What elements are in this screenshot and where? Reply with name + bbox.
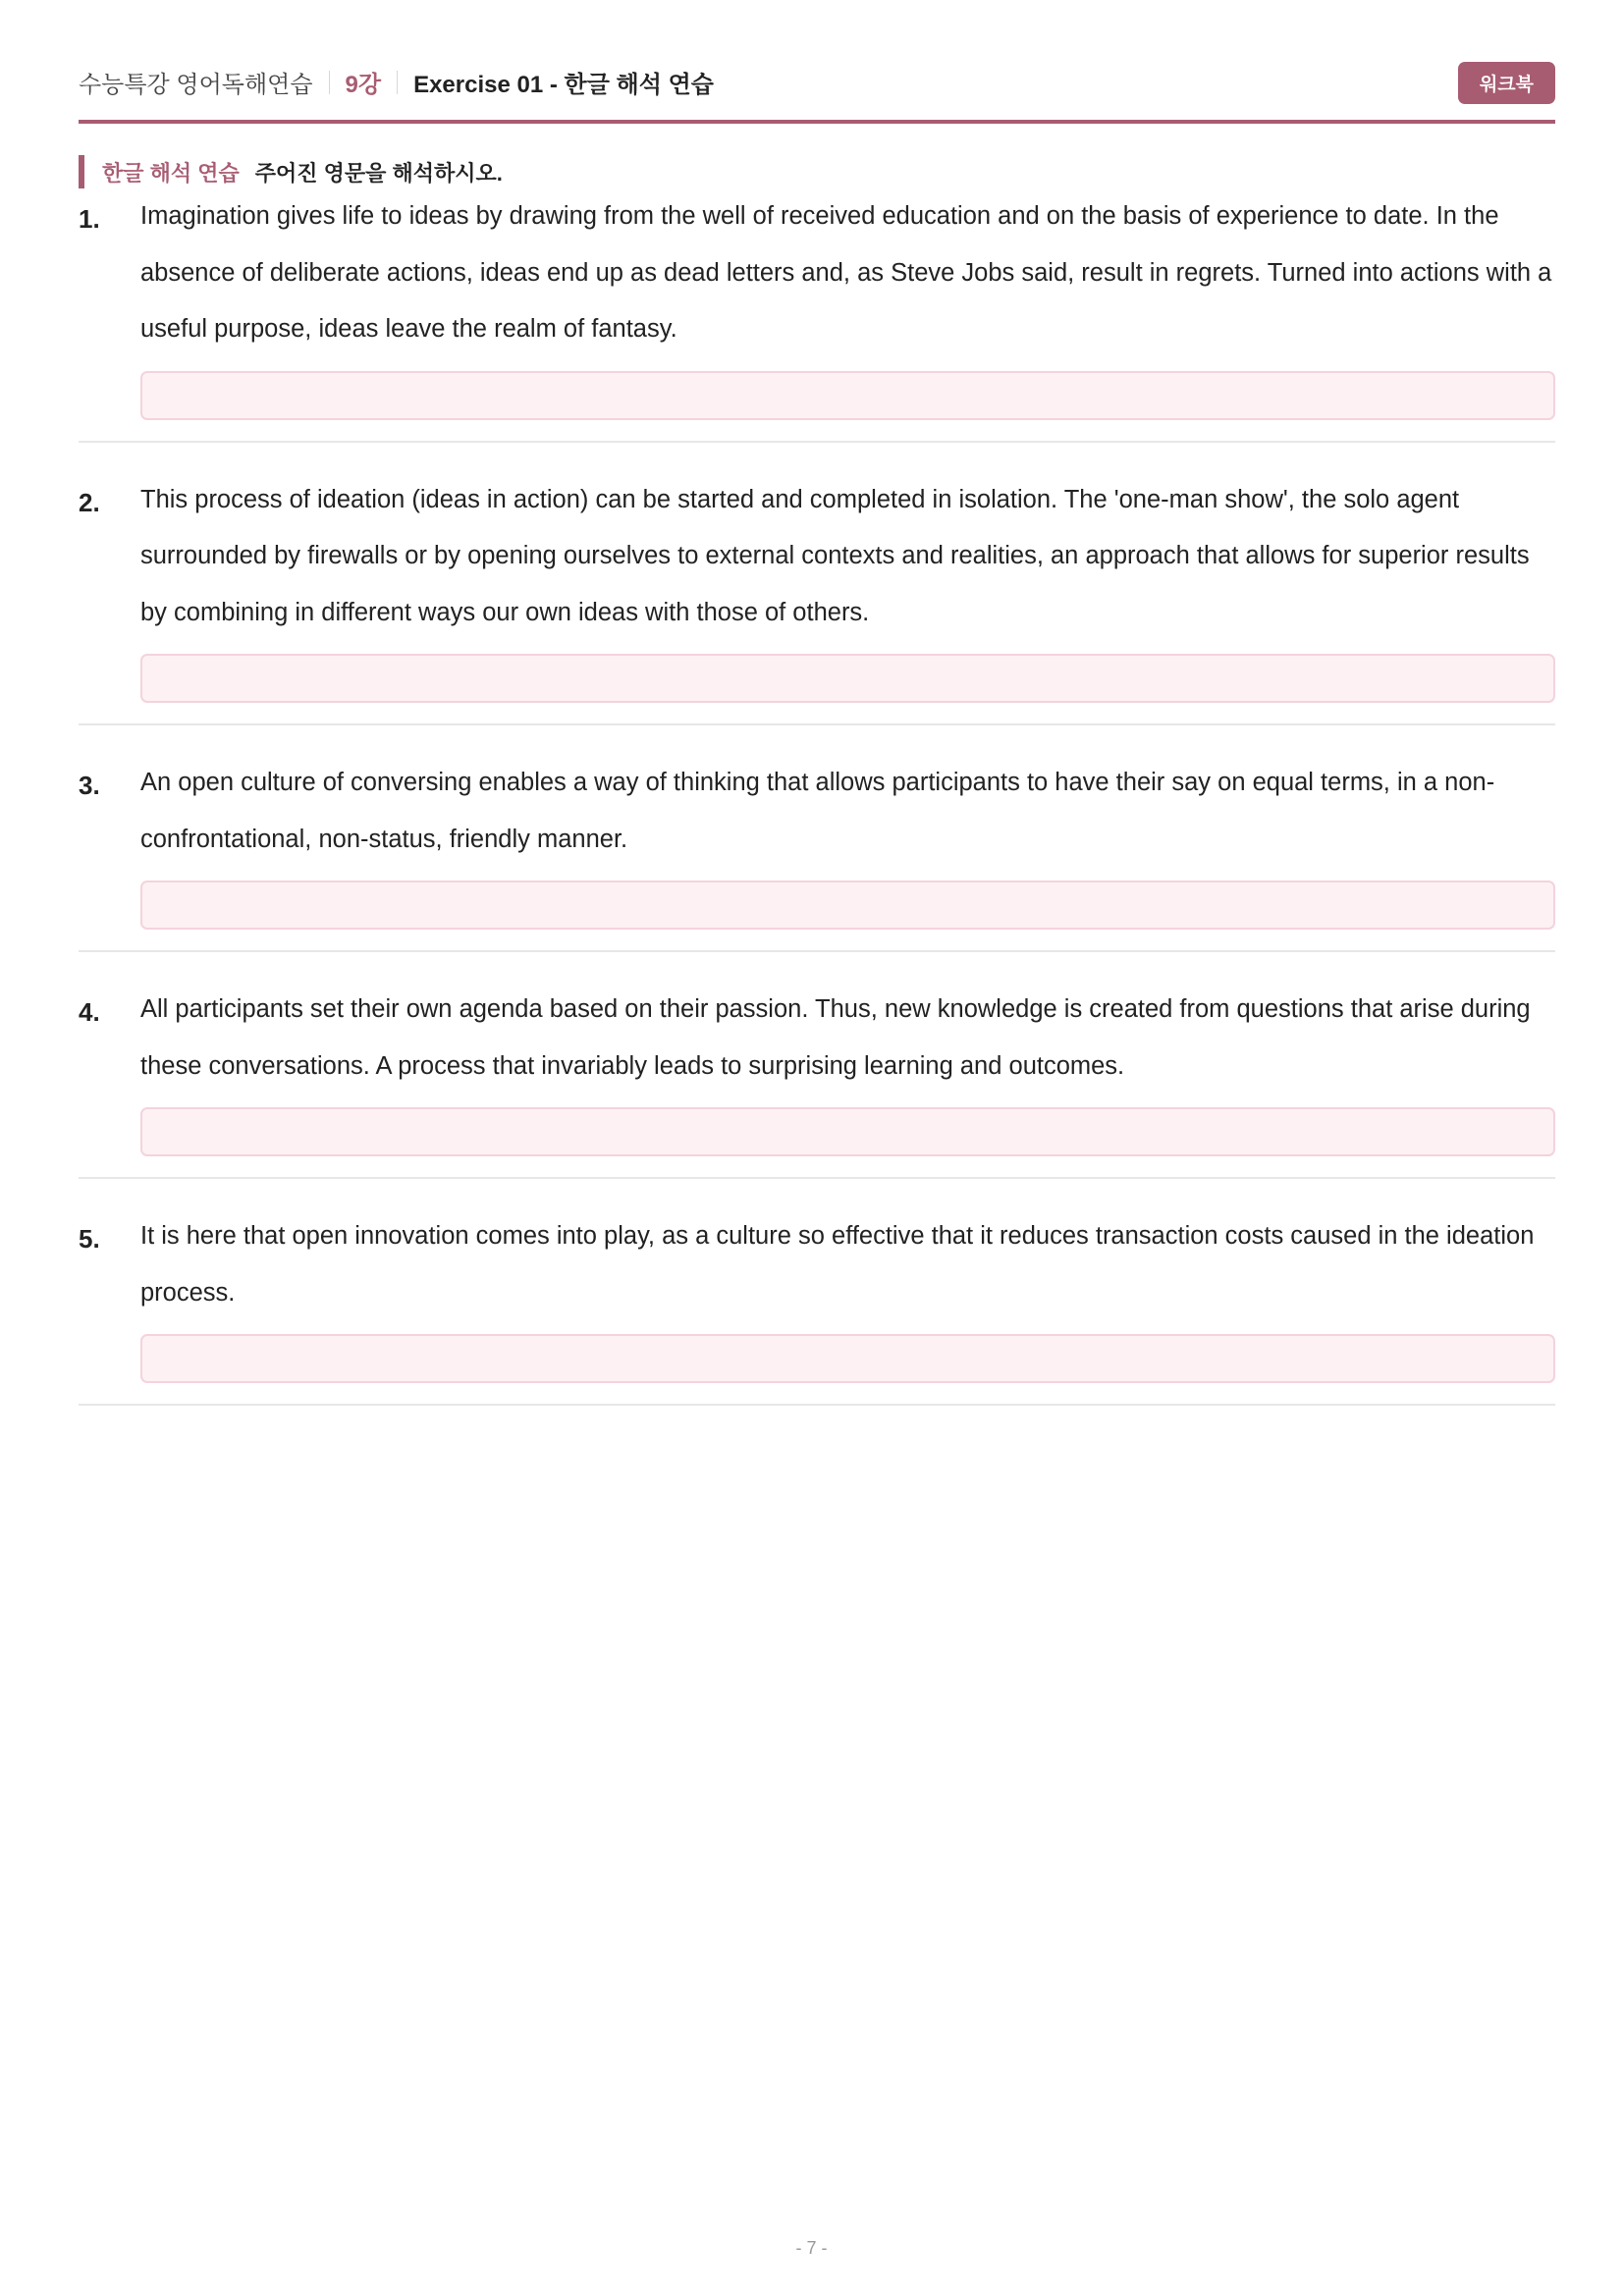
answer-field[interactable] bbox=[140, 1107, 1555, 1156]
question-number: 1. bbox=[79, 204, 100, 234]
answer-field[interactable] bbox=[140, 1334, 1555, 1383]
question-number: 4. bbox=[79, 997, 100, 1027]
question-text: It is here that open innovation comes into play, as a culture so effective that it reduces transaction costs caused in the ideation process. bbox=[140, 1222, 1535, 1307]
header-divider bbox=[397, 71, 398, 94]
answer-field[interactable] bbox=[140, 654, 1555, 703]
book-title: 수능특강 영어독해연습 bbox=[79, 72, 313, 98]
section-instruction: 주어진 영문을 해석하시오. bbox=[254, 160, 503, 186]
answer-field[interactable] bbox=[140, 881, 1555, 930]
worksheet-page bbox=[79, 0, 1555, 1406]
question-number: 5. bbox=[79, 1224, 100, 1254]
workbook-badge: 워크북 bbox=[1458, 62, 1555, 104]
question-item bbox=[79, 188, 1555, 443]
question-number: 2. bbox=[79, 487, 100, 517]
section-heading bbox=[79, 155, 1555, 188]
answer-field[interactable] bbox=[140, 371, 1555, 420]
question-number: 3. bbox=[79, 771, 100, 800]
header-title-group bbox=[79, 65, 714, 99]
page-number: - 7 - bbox=[795, 2238, 828, 2258]
question-item bbox=[79, 443, 1555, 726]
question-text: Imagination gives life to ideas by drawing from the well of received education and on the basis of experience to date. In the absence of deliberate actions, ideas end up as dead letters and, as Steve Jobs said, result in regrets. Turned into actions with a useful purpose, ideas leave the realm of fantasy. bbox=[140, 202, 1552, 343]
section-label: 한글 해석 연습 bbox=[102, 160, 240, 186]
lesson-number: 9강 bbox=[345, 72, 382, 98]
question-item bbox=[79, 725, 1555, 952]
question-text: This process of ideation (ideas in action) can be started and completed in isolation. The 'one-man show', the solo agent surrounded by firewalls or by opening ourselves to external contexts and realities, an approach that allows for superior results by combining in different ways our own ideas with those of others. bbox=[140, 485, 1530, 626]
question-text: An open culture of conversing enables a way of thinking that allows participants to have their say on equal terms, in a non-confrontational, non-status, friendly manner. bbox=[140, 769, 1495, 853]
question-text: All participants set their own agenda based on their passion. Thus, new knowledge is created from questions that arise during these conversations. A process that invariably leads to surprising learning and outcomes. bbox=[140, 995, 1531, 1080]
question-item bbox=[79, 1179, 1555, 1406]
page-header bbox=[79, 0, 1555, 124]
exercise-title: Exercise 01 - 한글 해석 연습 bbox=[413, 72, 714, 98]
header-divider bbox=[329, 71, 330, 94]
question-item bbox=[79, 952, 1555, 1179]
